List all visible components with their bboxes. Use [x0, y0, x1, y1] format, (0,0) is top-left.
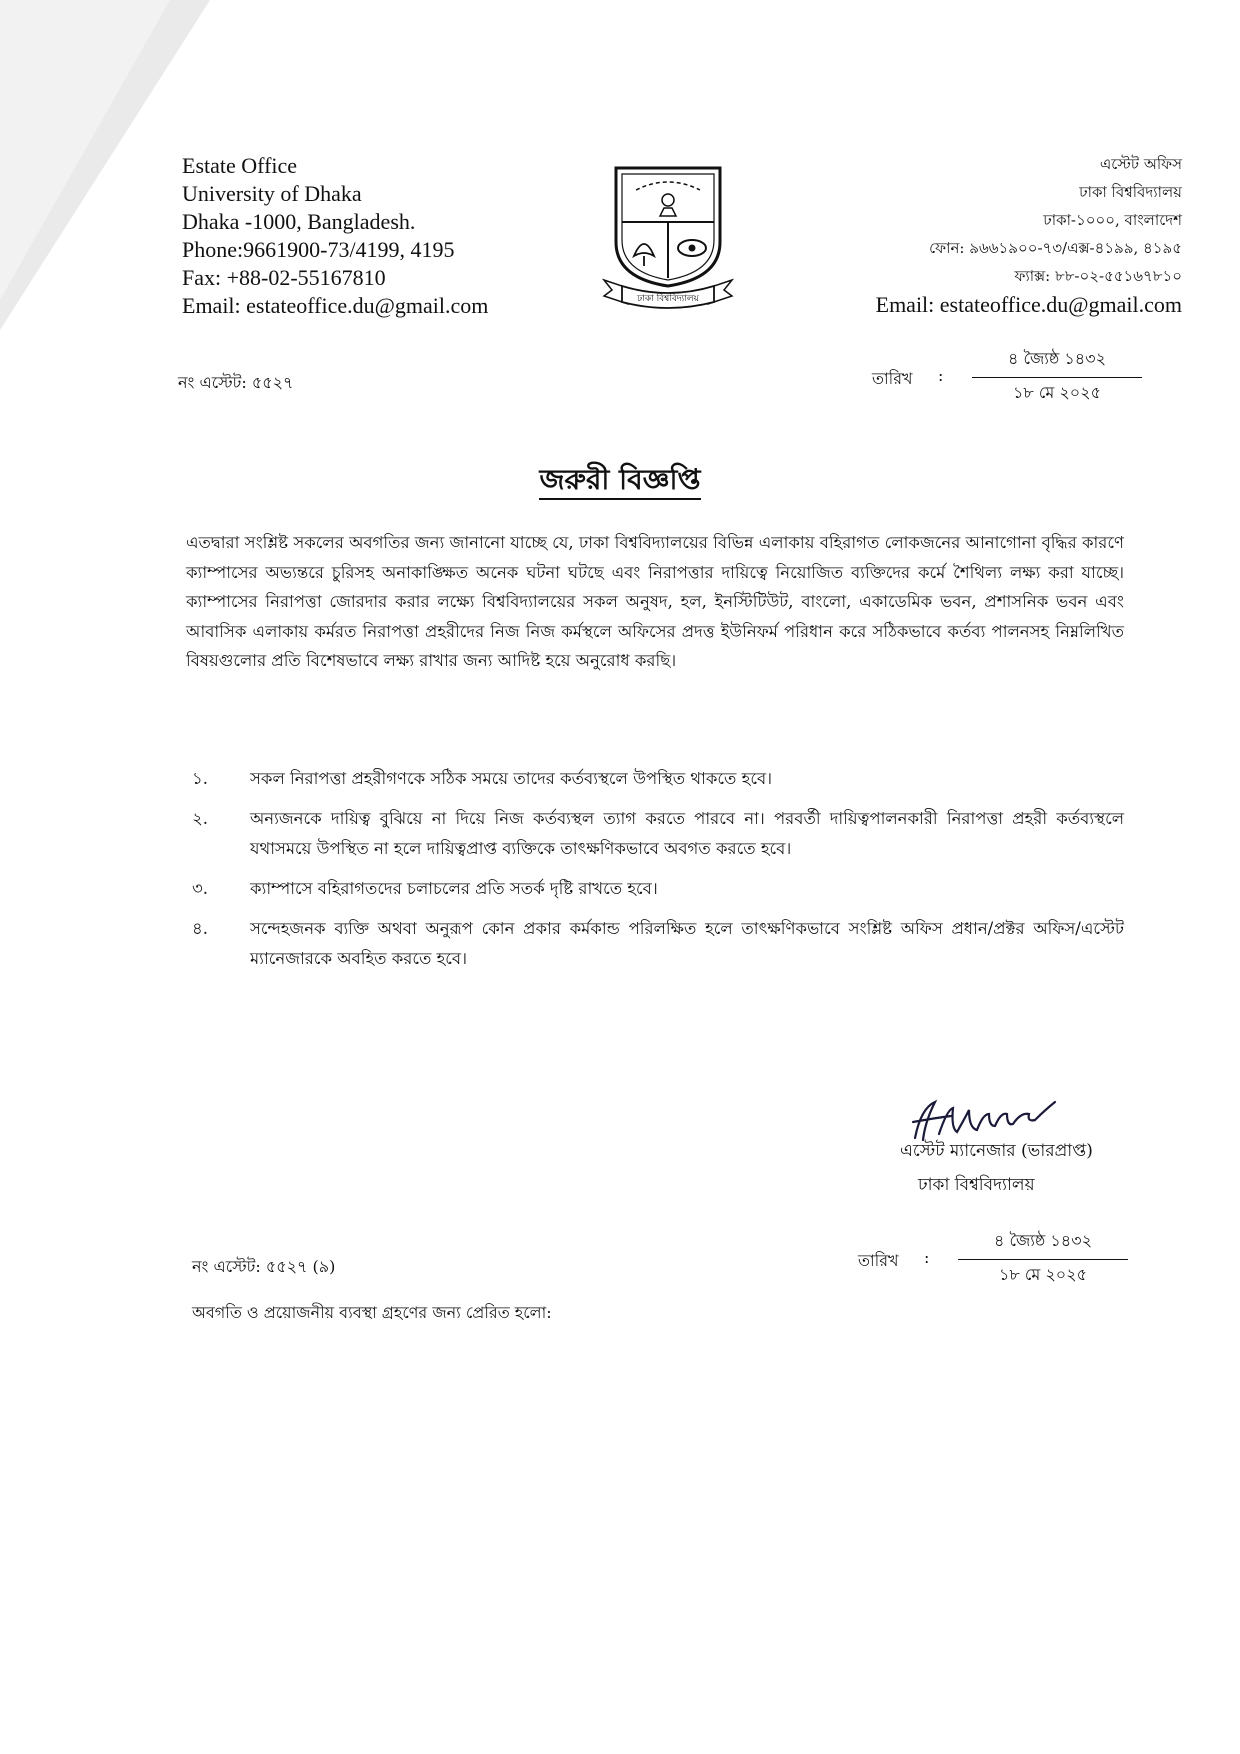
- date-colon: :: [924, 1248, 930, 1267]
- date-bangla: ৪ জ্যৈষ্ঠ ১৪৩২: [958, 1228, 1128, 1260]
- date-block: [872, 346, 1172, 416]
- list-text: সকল নিরাপত্তা প্রহরীগণকে সঠিক সময়ে তাদের কর্তব্যস্থলে উপস্থিত থাকতে হবে।: [250, 769, 773, 788]
- header-line: Phone:9661900-73/4199, 4195: [182, 237, 455, 262]
- header-line: ঢাকা-১০০০, বাংলাদেশ: [1043, 211, 1182, 229]
- date-bangla: ৪ জ্যৈষ্ঠ ১৪৩২: [972, 346, 1142, 378]
- header-address-english: [182, 152, 488, 320]
- header-line: Fax: +88-02-55167810: [182, 265, 386, 290]
- header-line: Email: estateoffice.du@gmail.com: [182, 293, 489, 318]
- list-item: [186, 804, 1124, 864]
- signatory-organization: ঢাকা বিশ্ববিদ্যালয়: [918, 1175, 1035, 1195]
- reference-number: নং এস্টেট: ৫৫২৭: [178, 373, 294, 392]
- list-text: ক্যাম্পাসে বহিরাগতদের চলাচলের প্রতি সতর্ক দৃষ্টি রাখতে হবে।: [250, 879, 658, 898]
- reference-number-copy: নং এস্টেট: ৫৫২৭ (৯): [192, 1257, 336, 1276]
- signatory-designation: এস্টেট ম্যানেজার (ভারপ্রাপ্ত): [900, 1141, 1093, 1161]
- header-address-bangla: [876, 150, 1182, 320]
- list-number: ১.: [192, 769, 208, 788]
- notice-title: [0, 458, 1240, 505]
- logo-banner-text: ঢাকা বিশ্ববিদ্যালয়: [637, 294, 699, 304]
- date-label: তারিখ: [872, 369, 913, 388]
- header-line: ফ্যাক্স: ৮৮-০২-৫৫১৬৭৮১০: [1014, 267, 1182, 285]
- date-block-copy: [858, 1228, 1158, 1298]
- date-colon: :: [938, 366, 944, 385]
- forwarding-note: অবগতি ও প্রয়োজনীয় ব্যবস্থা গ্রহণের জন্য প্রেরিত হলো:: [192, 1303, 552, 1322]
- notice-body: এতদ্বারা সংশ্লিষ্ট সকলের অবগতির জন্য জানানো যাচ্ছে যে, ঢাকা বিশ্ববিদ্যালয়ের বিভিন্ন এলাকায় বহিরাগত লোকজনের আনাগোনা বৃদ্ধির কারণে ক্যাম্পাসের অভ্যন্তরে চুরিসহ অনাকাঙ্ক্ষিত অনেক ঘটনা ঘটছে এবং নিরাপত্তার দায়িত্বে নিয়োজিত ব্যক্তিদের কর্মে শৈথিল্য লক্ষ্য করা যাচ্ছে। ক্যাম্পাসের নিরাপত্তা জোরদার করার লক্ষ্যে বিশ্ববিদ্যালয়ের সকল অনুষদ, হল, ইনস্টিটিউট, বাংলো, একাডেমিক ভবন, প্রশাসনিক ভবন এবং আবাসিক এলাকায় কর্মরত নিরাপত্তা প্রহরীদের নিজ নিজ কর্মস্থলে অফিসের প্রদত্ত ইউনিফর্ম পরিধান করে সঠিকভাবে কর্তব্য পালনসহ নিম্নলিখিত বিষয়গুলোর প্রতি বিশেষভাবে লক্ষ্য রাখার জন্য আদিষ্ট হয়ে অনুরোধ করছি।: [186, 533, 1124, 670]
- list-text: অন্যজনকে দায়িত্ব বুঝিয়ে না দিয়ে নিজ কর্তব্যস্থল ত্যাগ করতে পারবে না। পরবর্তী দায়িত্বপালনকারী নিরাপত্তা প্রহরী কর্তব্যস্থলে যথাসময়ে উপস্থিত না হলে দায়িত্বপ্রাপ্ত ব্যক্তিকে তাৎক্ষণিকভাবে অবগত করতে হবে।: [250, 809, 1124, 858]
- list-number: ৪.: [192, 919, 208, 938]
- date-gregorian: ১৮ মে ২০২৫: [1013, 383, 1101, 402]
- scan-fold: [0, 0, 170, 300]
- header-email: Email: estateoffice.du@gmail.com: [875, 292, 1182, 317]
- date-gregorian: ১৮ মে ২০২৫: [999, 1265, 1087, 1284]
- list-number: ৩.: [192, 879, 208, 898]
- date-label: তারিখ: [858, 1251, 899, 1270]
- university-logo-icon: [598, 160, 738, 310]
- list-item: [186, 874, 1124, 904]
- header-line: ঢাকা বিশ্ববিদ্যালয়: [1079, 183, 1182, 201]
- notice-title-text: জরুরী বিজ্ঞপ্তি: [539, 463, 700, 500]
- list-item: [186, 914, 1124, 974]
- header-line: Estate Office: [182, 153, 298, 178]
- list-text: সন্দেহজনক ব্যক্তি অথবা অনুরূপ কোন প্রকার কর্মকান্ড পরিলক্ষিত হলে তাৎক্ষণিকভাবে সংশ্লিষ্ট অফিস প্রধান/প্রক্টর অফিস/এস্টেট ম্যানেজারকে অবহিত করতে হবে।: [250, 919, 1124, 968]
- instruction-list: [186, 764, 1124, 984]
- header-line: এস্টেট অফিস: [1099, 155, 1182, 173]
- list-number: ২.: [192, 809, 208, 828]
- header-line: Dhaka -1000, Bangladesh.: [182, 209, 416, 234]
- header-line: University of Dhaka: [182, 181, 362, 206]
- list-item: [186, 764, 1124, 794]
- header-line: ফোন: ৯৬৬১৯০০-৭৩/এক্স-৪১৯৯, ৪১৯৫: [929, 239, 1182, 257]
